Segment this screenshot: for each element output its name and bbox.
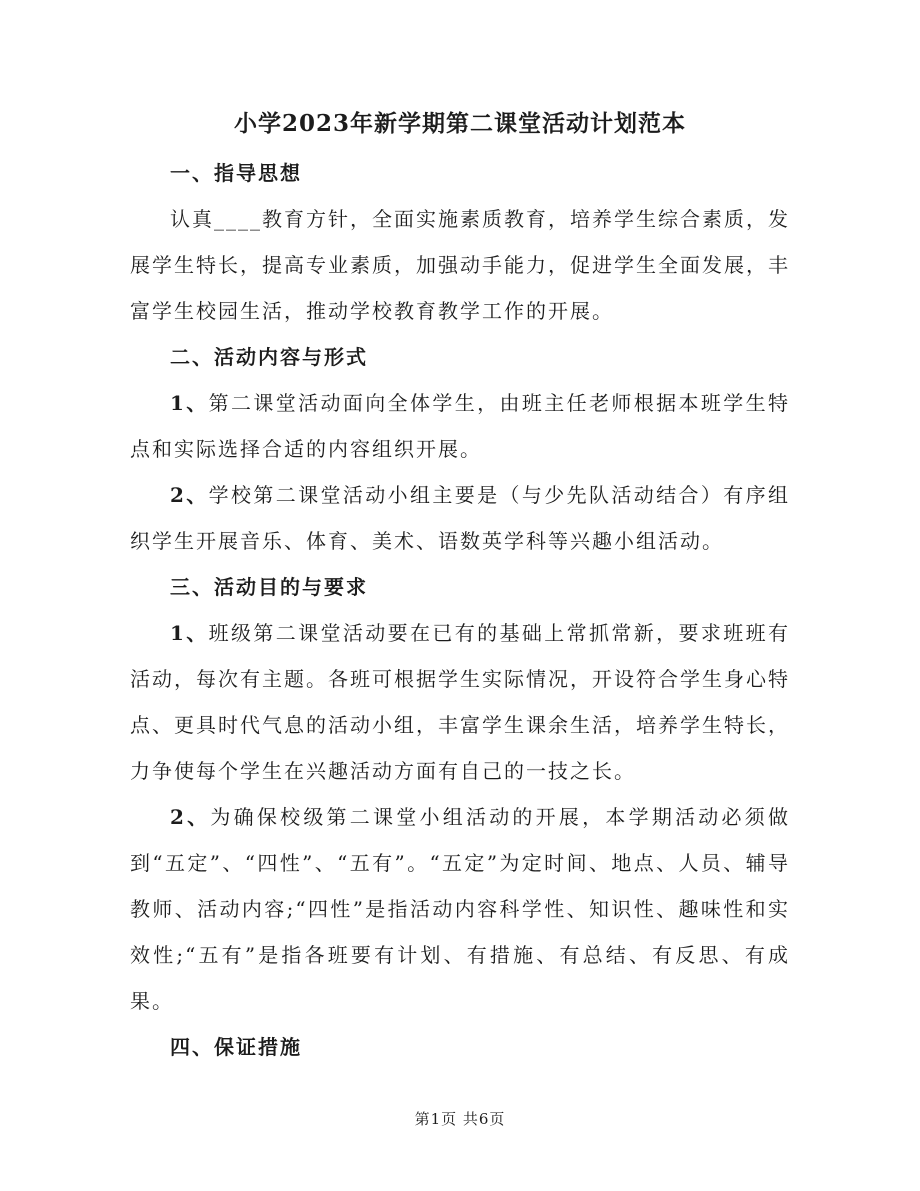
section-heading-activity-content-form: 二、活动内容与形式 [170, 345, 368, 369]
paragraph-number: 1、 [170, 391, 209, 415]
document-title: 小学2023年新学期第二课堂活动计划范本 [233, 110, 686, 137]
section-heading-guiding-ideology: 一、指导思想 [170, 161, 302, 185]
paragraph-number: 1、 [170, 621, 209, 645]
paragraph [130, 472, 790, 564]
paragraph-text: 班级第二课堂活动要在已有的基础上常抓常新，要求班班有活动，每次有主题。各班可根据学生实际情况，开设符合学生身心特点、更具时代气息的活动小组，丰富学生课余生活，培养学生特长，力争使每个学生在兴趣活动方面有自己的一技之长。 [130, 621, 791, 783]
page-number-footer: 第1页 共6页 [414, 1110, 506, 1128]
paragraph [130, 610, 790, 794]
paragraph-number: 2、 [170, 483, 209, 507]
section-heading-activity-purpose-requirements: 三、活动目的与要求 [170, 575, 368, 599]
paragraph [130, 380, 790, 472]
paragraph-text: 学校第二课堂活动小组主要是（与少先队活动结合）有序组织学生开展音乐、体育、美术、语数英学科等兴趣小组活动。 [130, 483, 791, 553]
paragraph-text: 为确保校级第二课堂小组活动的开展，本学期活动必须做到“五定”、“四性”、“五有”。“五定”为定时间、地点、人员、辅导教师、活动内容;“四性”是指活动内容科学性、知识性、趣味性和实效性;“五有”是指各班要有计划、有措施、有总结、有反思、有成果。 [130, 805, 791, 1013]
paragraph [130, 196, 790, 334]
paragraph-text: 认真____教育方针，全面实施素质教育，培养学生综合素质，发展学生特长，提高专业素质，加强动手能力，促进学生全面发展，丰富学生校园生活，推动学校教育教学工作的开展。 [130, 207, 790, 323]
paragraph-text: 第二课堂活动面向全体学生，由班主任老师根据本班学生特点和实际选择合适的内容组织开展。 [130, 391, 791, 461]
paragraph [130, 794, 790, 1024]
paragraph-number: 2、 [170, 805, 211, 829]
section-heading-guarantee-measures: 四、保证措施 [170, 1035, 302, 1059]
